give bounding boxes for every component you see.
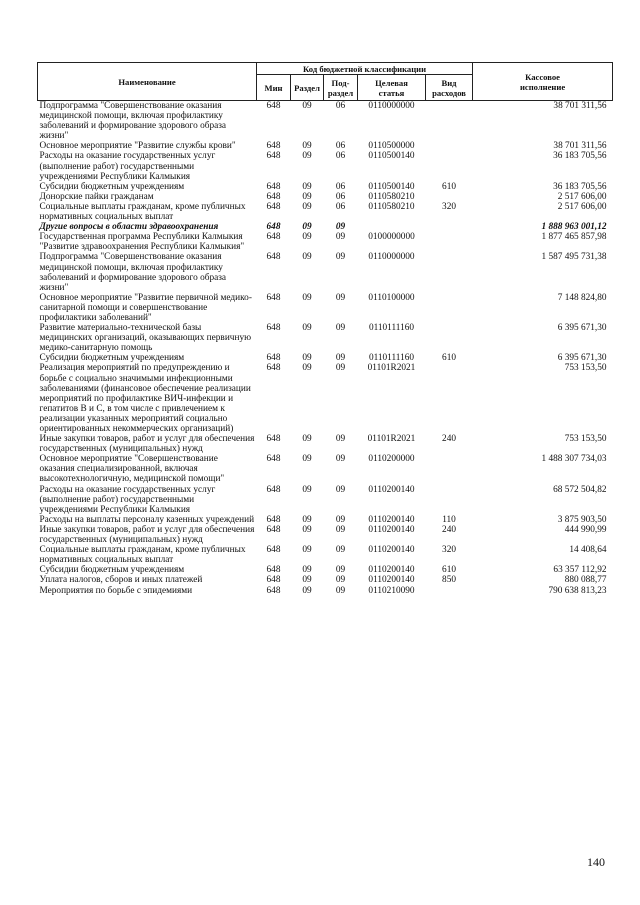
table-row [38, 192, 613, 202]
row-podrazdel: 09 [335, 252, 346, 263]
table-row [38, 141, 613, 151]
row-podrazdel: 06 [335, 141, 346, 152]
row-name: Подпрограмма "Совершенствование оказания медицинской помощи, включая профилактику заболеваний и формирование здорового образа жизни" [39, 101, 227, 142]
row-amount: 790 638 813,23 [548, 585, 607, 596]
row-target: 0110111160 [368, 323, 415, 334]
page-number: 140 [587, 855, 605, 869]
row-target: 0110200140 [368, 565, 415, 576]
row-razdel: 09 [302, 292, 312, 303]
row-name: Основное мероприятие "Развитие первичной медико-санитарной помощи и совершенствование профилактики заболеваний" [39, 292, 252, 323]
row-name: Реализация мероприятий по предупреждению и борьбе с социально значимыми инфекционными заболеваниями (финансовое обеспечение реализации мероприятий по профилактике ВИЧ-инфекции и гепатитов В и С, в том числе с привлечением к реализации указанных мероприятий социально ориентированных некоммерческих организаций) [39, 363, 251, 434]
row-min: 648 [266, 434, 281, 445]
row-podrazdel: 09 [335, 292, 346, 303]
row-razdel: 09 [302, 363, 312, 374]
row-name: Мероприятия по борьбе с эпидемиями [39, 585, 193, 596]
row-name: Другие вопросы в области здравоохранения [39, 222, 219, 233]
table-row [38, 293, 613, 323]
row-min: 648 [266, 232, 281, 243]
row-name: Донорские пайки гражданам [39, 191, 154, 202]
row-vid: 240 [442, 524, 456, 535]
row-vid [426, 363, 473, 434]
row-vid [426, 293, 473, 323]
row-name: Иные закупки товаров, работ и услуг для обеспечения государственных (муниципальных) нужд [39, 434, 255, 455]
row-target: 0110200140 [368, 575, 415, 586]
row-podrazdel: 06 [335, 181, 346, 192]
table-row [38, 586, 613, 596]
row-podrazdel: 09 [335, 524, 346, 535]
budget-table [37, 62, 613, 596]
header-target: Целевая статья [358, 75, 426, 101]
row-vid: 320 [442, 545, 456, 556]
row-name: Социальные выплаты гражданам, кроме публичных нормативных социальных выплат [39, 201, 246, 223]
row-podrazdel: 09 [335, 232, 346, 243]
row-name: Уплата налогов, сборов и иных платежей [39, 575, 203, 586]
row-min: 648 [266, 524, 281, 535]
row-amount: 38 701 311,56 [553, 101, 607, 111]
table-row [38, 515, 613, 525]
row-amount: 2 517 606,00 [557, 201, 607, 212]
row-name: Субсидии бюджетным учреждениям [39, 181, 185, 192]
row-podrazdel: 06 [335, 191, 346, 202]
row-podrazdel: 09 [335, 222, 346, 233]
table-body [38, 101, 613, 596]
row-min: 648 [266, 191, 281, 202]
row-podrazdel: 09 [335, 565, 346, 576]
row-name: Основное мероприятие "Развитие службы крови" [39, 141, 236, 152]
row-podrazdel: 09 [335, 545, 346, 556]
row-target: 0110200140 [368, 545, 415, 556]
row-min: 648 [266, 514, 281, 525]
row-amount: 6 395 671,30 [557, 353, 607, 364]
table-row [38, 353, 613, 363]
table-row [38, 434, 613, 454]
row-name: Субсидии бюджетным учреждениям [39, 565, 185, 576]
table-row [38, 485, 613, 515]
row-podrazdel: 09 [335, 353, 346, 364]
row-razdel: 09 [302, 575, 312, 586]
row-razdel: 09 [302, 514, 312, 525]
row-name: Социальные выплаты гражданам, кроме публичных нормативных социальных выплат [39, 545, 246, 566]
row-target: 0110100000 [368, 292, 415, 303]
table-row [38, 575, 613, 585]
row-target: 0110580210 [368, 191, 415, 202]
row-podrazdel: 06 [335, 101, 346, 111]
row-target: 0110580210 [368, 201, 415, 212]
row-min: 648 [266, 545, 281, 556]
row-target: 0100000000 [368, 232, 415, 243]
row-min: 648 [266, 323, 281, 334]
row-name: Расходы на оказание государственных услуг (выполнение работ) государственными учреждениями Республики Калмыкия [39, 484, 216, 515]
row-amount: 753 153,50 [564, 363, 607, 374]
row-min: 648 [266, 141, 281, 152]
row-min: 648 [266, 181, 281, 192]
row-target: 0110111160 [368, 353, 415, 364]
header-code-group: Код бюджетной классификации [257, 63, 473, 75]
row-min: 648 [266, 575, 281, 586]
row-razdel: 09 [302, 181, 312, 192]
row-target: 0110200000 [368, 454, 415, 465]
row-amount: 1 877 465 857,98 [541, 232, 607, 243]
row-target: 01101R2021 [367, 363, 416, 374]
row-name: Основное мероприятие "Совершенствование оказания специализированной, включая высокотехнологичную, медицинской помощи" [39, 454, 225, 485]
row-amount: 444 990,99 [564, 524, 607, 535]
row-amount: 7 148 824,80 [557, 292, 607, 303]
row-vid: 610 [442, 181, 456, 192]
row-name: Развитие материально-технической базы медицинских организаций, оказывающих первичную медико-санитарную помощь [39, 323, 252, 354]
row-target: 0110200140 [368, 524, 415, 535]
row-vid [426, 141, 473, 151]
row-amount: 38 701 311,56 [553, 141, 607, 152]
header-cash-execution: Кассовое исполнение [473, 63, 613, 101]
row-razdel: 09 [302, 252, 312, 263]
row-razdel: 09 [302, 524, 312, 535]
row-min: 648 [266, 353, 281, 364]
row-min: 648 [266, 565, 281, 576]
row-min: 648 [266, 454, 281, 465]
header-vid: Вид расходов [426, 75, 473, 101]
row-podrazdel: 06 [335, 201, 346, 212]
table-header [38, 63, 613, 101]
row-amount: 880 088,77 [564, 575, 607, 586]
row-amount: 3 875 903,50 [557, 514, 607, 525]
table-row [38, 323, 613, 353]
table-row [38, 101, 613, 142]
row-name: Подпрограмма "Совершенствование оказания медицинской помощи, включая профилактику заболеваний и формирование здорового образа жизни" [39, 252, 227, 293]
table-row [38, 454, 613, 484]
row-vid [426, 232, 473, 252]
row-razdel: 09 [302, 434, 312, 445]
row-min: 648 [266, 101, 281, 111]
row-razdel: 09 [302, 141, 312, 152]
row-vid [426, 101, 473, 142]
row-razdel: 09 [302, 323, 312, 334]
row-podrazdel: 09 [335, 484, 346, 495]
row-vid [426, 222, 473, 232]
row-name: Государственная программа Республики Калмыкия "Развитие здравоохранения Республики Калмыкия" [39, 232, 245, 253]
row-razdel: 09 [302, 201, 312, 212]
row-name: Расходы на выплаты персоналу казенных учреждений [39, 514, 255, 525]
row-amount: 1 488 307 734,03 [541, 454, 607, 465]
row-razdel: 09 [302, 191, 312, 202]
row-min: 648 [266, 222, 281, 233]
row-vid [426, 192, 473, 202]
row-target: 0110000000 [368, 252, 415, 263]
row-name: Иные закупки товаров, работ и услуг для обеспечения государственных (муниципальных) нужд [39, 524, 255, 546]
row-podrazdel: 09 [335, 575, 346, 586]
row-amount: 36 183 705,56 [553, 181, 607, 192]
row-podrazdel: 09 [335, 585, 346, 596]
row-razdel: 09 [302, 353, 312, 364]
row-vid: 240 [442, 434, 456, 445]
row-min: 648 [266, 201, 281, 212]
row-target: 0110000000 [368, 101, 415, 111]
row-target: 0110210090 [368, 585, 415, 596]
row-vid [426, 151, 473, 181]
table-row [38, 565, 613, 575]
header-razdel: Раздел [291, 75, 324, 101]
table-row [38, 202, 613, 222]
row-razdel: 09 [302, 151, 312, 162]
row-razdel: 09 [302, 545, 312, 556]
row-vid: 610 [442, 353, 456, 364]
row-amount: 68 572 504,82 [553, 484, 607, 495]
row-vid [426, 454, 473, 484]
table-row [38, 222, 613, 232]
row-amount: 753 153,50 [564, 434, 607, 445]
row-target: 0110200140 [368, 484, 415, 495]
table-row [38, 182, 613, 192]
row-amount: 1 888 963 001,12 [541, 222, 607, 233]
row-podrazdel: 06 [335, 151, 346, 162]
row-vid: 320 [442, 201, 456, 212]
table-row [38, 151, 613, 181]
row-razdel: 09 [302, 565, 312, 576]
budget-table-sheet [37, 62, 612, 596]
row-razdel: 09 [302, 222, 312, 233]
row-razdel: 09 [302, 454, 312, 465]
row-vid: 610 [442, 565, 456, 576]
row-target: 01101R2021 [367, 434, 416, 445]
table-row [38, 252, 613, 292]
header-min: Мин [257, 75, 291, 101]
row-razdel: 09 [302, 101, 312, 111]
row-podrazdel: 09 [335, 363, 346, 374]
row-amount: 14 408,64 [569, 545, 607, 556]
row-vid: 110 [442, 514, 456, 525]
row-min: 648 [266, 363, 281, 374]
row-podrazdel: 09 [335, 454, 346, 465]
row-min: 648 [266, 292, 281, 303]
row-min: 648 [266, 484, 281, 495]
table-row [38, 232, 613, 252]
table-row [38, 363, 613, 434]
table-row [38, 525, 613, 545]
row-target: 0110500140 [368, 151, 415, 162]
row-amount: 2 517 606,00 [557, 191, 607, 202]
row-vid [426, 323, 473, 353]
row-razdel: 09 [302, 484, 312, 495]
row-min: 648 [266, 151, 281, 162]
row-target: 0110500000 [368, 141, 415, 152]
row-amount: 63 357 112,92 [553, 565, 607, 576]
row-name: Субсидии бюджетным учреждениям [39, 353, 185, 364]
table-row [38, 545, 613, 565]
row-podrazdel: 09 [335, 434, 346, 445]
row-amount: 36 183 705,56 [553, 151, 607, 162]
row-target [358, 222, 426, 232]
row-amount: 1 587 495 731,38 [541, 252, 607, 263]
row-razdel: 09 [302, 585, 312, 596]
header-podrazdel: Под- раздел [324, 75, 358, 101]
row-vid: 850 [442, 575, 456, 586]
row-amount: 6 395 671,30 [557, 323, 607, 334]
row-vid [426, 586, 473, 596]
row-target: 0110200140 [368, 514, 415, 525]
row-vid [426, 485, 473, 515]
row-razdel: 09 [302, 232, 312, 243]
row-vid [426, 252, 473, 292]
row-podrazdel: 09 [335, 514, 346, 525]
row-podrazdel: 09 [335, 323, 346, 334]
row-target: 0110500140 [368, 181, 415, 192]
row-min: 648 [266, 252, 281, 263]
header-name: Наименование [38, 63, 257, 101]
row-min: 648 [266, 585, 281, 596]
row-name: Расходы на оказание государственных услуг (выполнение работ) государственными учреждениями Республики Калмыкия [39, 151, 216, 182]
